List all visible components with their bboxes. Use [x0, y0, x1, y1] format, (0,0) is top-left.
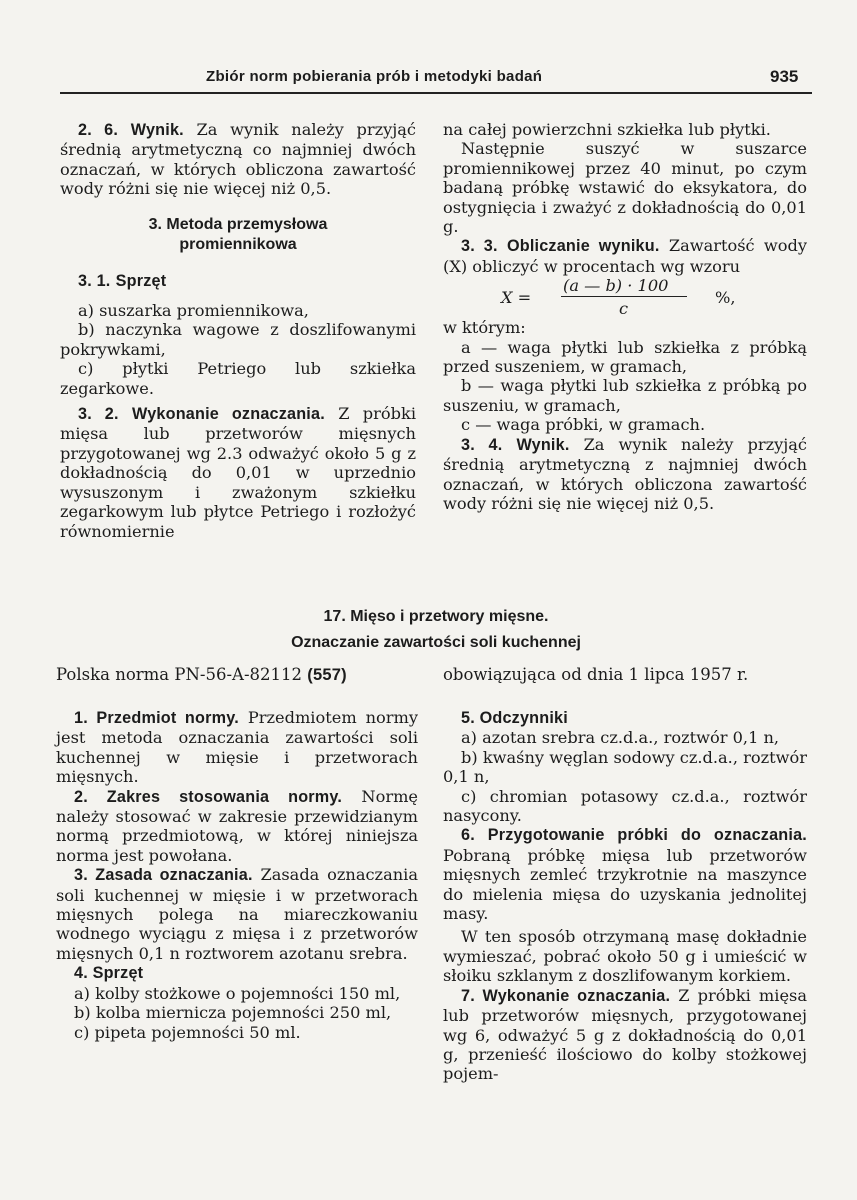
where-label: w którym: — [443, 318, 526, 338]
lower-left-column — [56, 708, 418, 1042]
upper-left-column — [60, 120, 416, 541]
item-c: c) płytki Petriego lub szkiełka zegarkowe. — [60, 359, 416, 398]
point-6-continued: W ten sposób otrzymaną masę dokładnie wymieszać, pobrać około 50 g i umieścić w słoiku szklanym z doszlifowanym korkiem. — [443, 927, 807, 986]
lower-right-column — [443, 708, 807, 1084]
item-b: b) naczynka wagowe z doszlifowanymi pokrywkami, — [60, 320, 416, 359]
continued-text: na całej powierzchni szkiełka lub płytki. — [443, 120, 771, 139]
section-3-4: 3. 4. Wynik. Za wynik należy przyjąć średnią arytmetyczną z najmniej dwóch oznaczań, w których obliczona zawartość wody różni się nie więcej niż 0,5. — [443, 434, 807, 513]
point-5-c: c) chromian potasowy cz.d.a., roztwór nasycony. — [443, 786, 807, 826]
point-4-a: a) kolby stożkowe o pojemności 150 ml, — [74, 983, 401, 1003]
drying-text: Następnie suszyć w suszarce promiennikowej przez 40 minut, po czym badaną próbkę wstawić do eksykatora, do ostygnięcia i zważyć z dokładnością do 0,01 g. — [443, 139, 807, 237]
norm-validity: obowiązująca od dnia 1 lipca 1957 r. — [443, 665, 749, 684]
point-5-heading: 5. Odczynniki — [461, 709, 568, 727]
definition-b: b — waga płytki lub szkiełka z próbką po suszeniu, w gramach, — [443, 376, 807, 415]
point-6: 6. Przygotowanie próbki do oznaczania. Pobraną próbkę mięsa lub przetworów mięsnych zemleć trzykrotnie na maszynce do mielenia mięsa do uzyskania jednolitej masy. — [443, 826, 807, 924]
upper-right-column — [443, 120, 807, 513]
section-2-6: 2. 6. Wynik. Za wynik należy przyjąć średnią arytmetyczną co najmniej dwóch oznaczań, w których obliczona zawartość wody różni się nie więcej niż 0,5. — [60, 120, 416, 199]
point-5-b: b) kwaśny węglan sodowy cz.d.a., roztwór 0,1 n, — [443, 747, 807, 787]
point-4-b: b) kolba miernicza pojemności 250 ml, — [74, 1003, 392, 1023]
section-17-title: 17. Mięso i przetwory mięsne. Oznaczanie zawartości soli kuchennej — [291, 608, 581, 651]
point-5-a: a) azotan srebra cz.d.a., roztwór 0,1 n, — [461, 728, 780, 748]
point-1: 1. Przedmiot normy. Przedmiotem normy jest metoda oznaczania zawartości soli kuchennej w mięsie i przetworach mięsnych. — [56, 708, 419, 787]
section-3-3: 3. 3. Obliczanie wyniku. Zawartość wody (X) obliczyć w procentach wg wzoru — [443, 236, 807, 276]
page-number: 935 — [770, 67, 799, 86]
section-3-2: 3. 2. Wykonanie oznaczania. Z próbki mięsa lub przetworów mięsnych przygotowanej wg 2.3 odważyć około 5 g z dokładnością do 0,01 w uprzednio wysuszonym i zważonym szkiełku zegarkowym lub płytce Petriego i rozłożyć równomiernie — [60, 404, 416, 541]
definition-a: a — waga płytki lub szkiełka z próbką przed suszeniem, w gramach, — [443, 337, 807, 377]
running-title: Zbiór norm pobierania prób i metodyki badań — [206, 68, 543, 85]
point-3: 3. Zasada oznaczania. Zasada oznaczania soli kuchennej w mięsie i w przetworach mięsnych polega na miareczkowaniu wodnego wyciągu z mięsa i z przetworów mięsnych 0,1 n roztworem azotanu srebra. — [56, 865, 418, 963]
definition-c: c — waga próbki, w gramach. — [461, 415, 706, 435]
item-a: a) suszarka promiennikowa, — [78, 301, 309, 321]
header-rule — [60, 92, 812, 94]
water-formula: X = (a — b) · 100 c %, — [501, 276, 736, 319]
section-3-1-heading: 3. 1. Sprzęt — [78, 271, 167, 290]
section-3-heading: 3. Metoda przemysłowa promiennikowa — [148, 215, 328, 253]
point-2: 2. Zakres stosowania normy. Normę należy stosować w zakresie przewidzianym normą przedmiotową, w której niniejsza norma jest powołana. — [56, 786, 418, 865]
point-4-heading: 4. Sprzęt — [74, 964, 144, 983]
norm-identifier: Polska norma PN-56-A-82112 (557) — [56, 665, 347, 684]
page-header — [0, 0, 857, 100]
point-7: 7. Wykonanie oznaczania. Z próbki mięsa lub przetworów mięsnych, przygotowanej wg 6, odważyć 5 g z dokładnością do 0,01 g, przenieść ilościowo do kolby stożkowej pojem- — [443, 985, 807, 1084]
point-4-c: c) pipeta pojemności 50 ml. — [74, 1022, 301, 1042]
